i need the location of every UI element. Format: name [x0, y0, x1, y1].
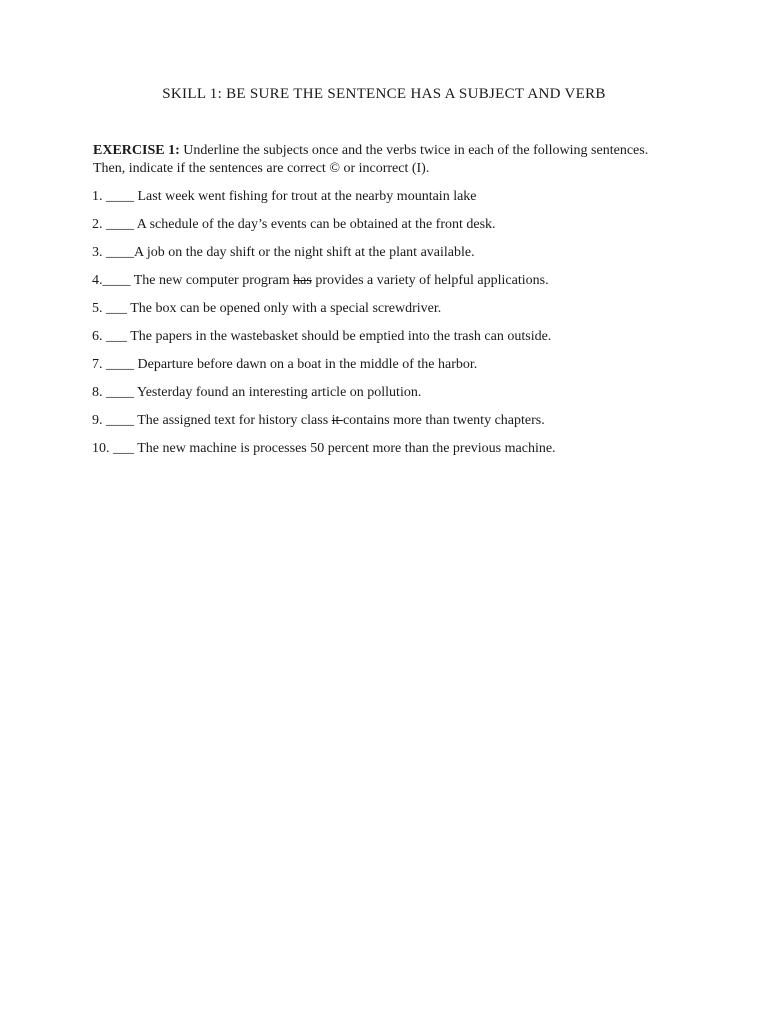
item-text: 1. ____ Last week went fishing for trout at the nearby mountain lake	[92, 189, 477, 204]
exercise-list	[92, 188, 712, 468]
list-item	[92, 188, 712, 216]
list-item	[92, 384, 712, 412]
item-text: 2. ____ A schedule of the day’s events can be obtained at the front desk.	[92, 217, 496, 232]
list-item	[92, 328, 712, 356]
list-item	[92, 440, 712, 468]
item-text: 8. ____ Yesterday found an interesting article on pollution.	[92, 385, 422, 400]
list-item	[92, 244, 712, 272]
item-text: 4.____ The new computer program	[92, 273, 294, 288]
item-text-after: contains more than twenty chapters.	[342, 413, 545, 428]
item-text: 6. ___ The papers in the wastebasket should be emptied into the trash can outside.	[92, 329, 552, 344]
list-item	[92, 216, 712, 244]
item-text: 9. ____ The assigned text for history class	[92, 413, 332, 428]
struck-word: it	[331, 413, 343, 428]
list-item	[92, 356, 712, 384]
exercise-text: Underline the subjects once and the verbs twice in each of the following sentences. Then, indicate if the sentences are correct © or incorrect (I).	[93, 143, 649, 176]
list-item	[92, 272, 712, 300]
item-text: 7. ____ Departure before dawn on a boat in the middle of the harbor.	[92, 357, 478, 372]
exercise-label: EXERCISE 1:	[93, 143, 180, 158]
page-title: SKILL 1: BE SURE THE SENTENCE HAS A SUBJECT AND VERB	[162, 86, 606, 102]
struck-word: has	[293, 273, 312, 288]
list-item	[92, 300, 712, 328]
item-text: 3. ____A job on the day shift or the night shift at the plant available.	[92, 245, 475, 260]
item-text: 5. ___ The box can be opened only with a special screwdriver.	[92, 301, 442, 316]
list-item	[92, 412, 712, 440]
item-text: 10. ___ The new machine is processes 50 percent more than the previous machine.	[92, 441, 556, 456]
exercise-instructions	[93, 142, 673, 178]
item-text-after: provides a variety of helpful applications.	[311, 273, 549, 288]
